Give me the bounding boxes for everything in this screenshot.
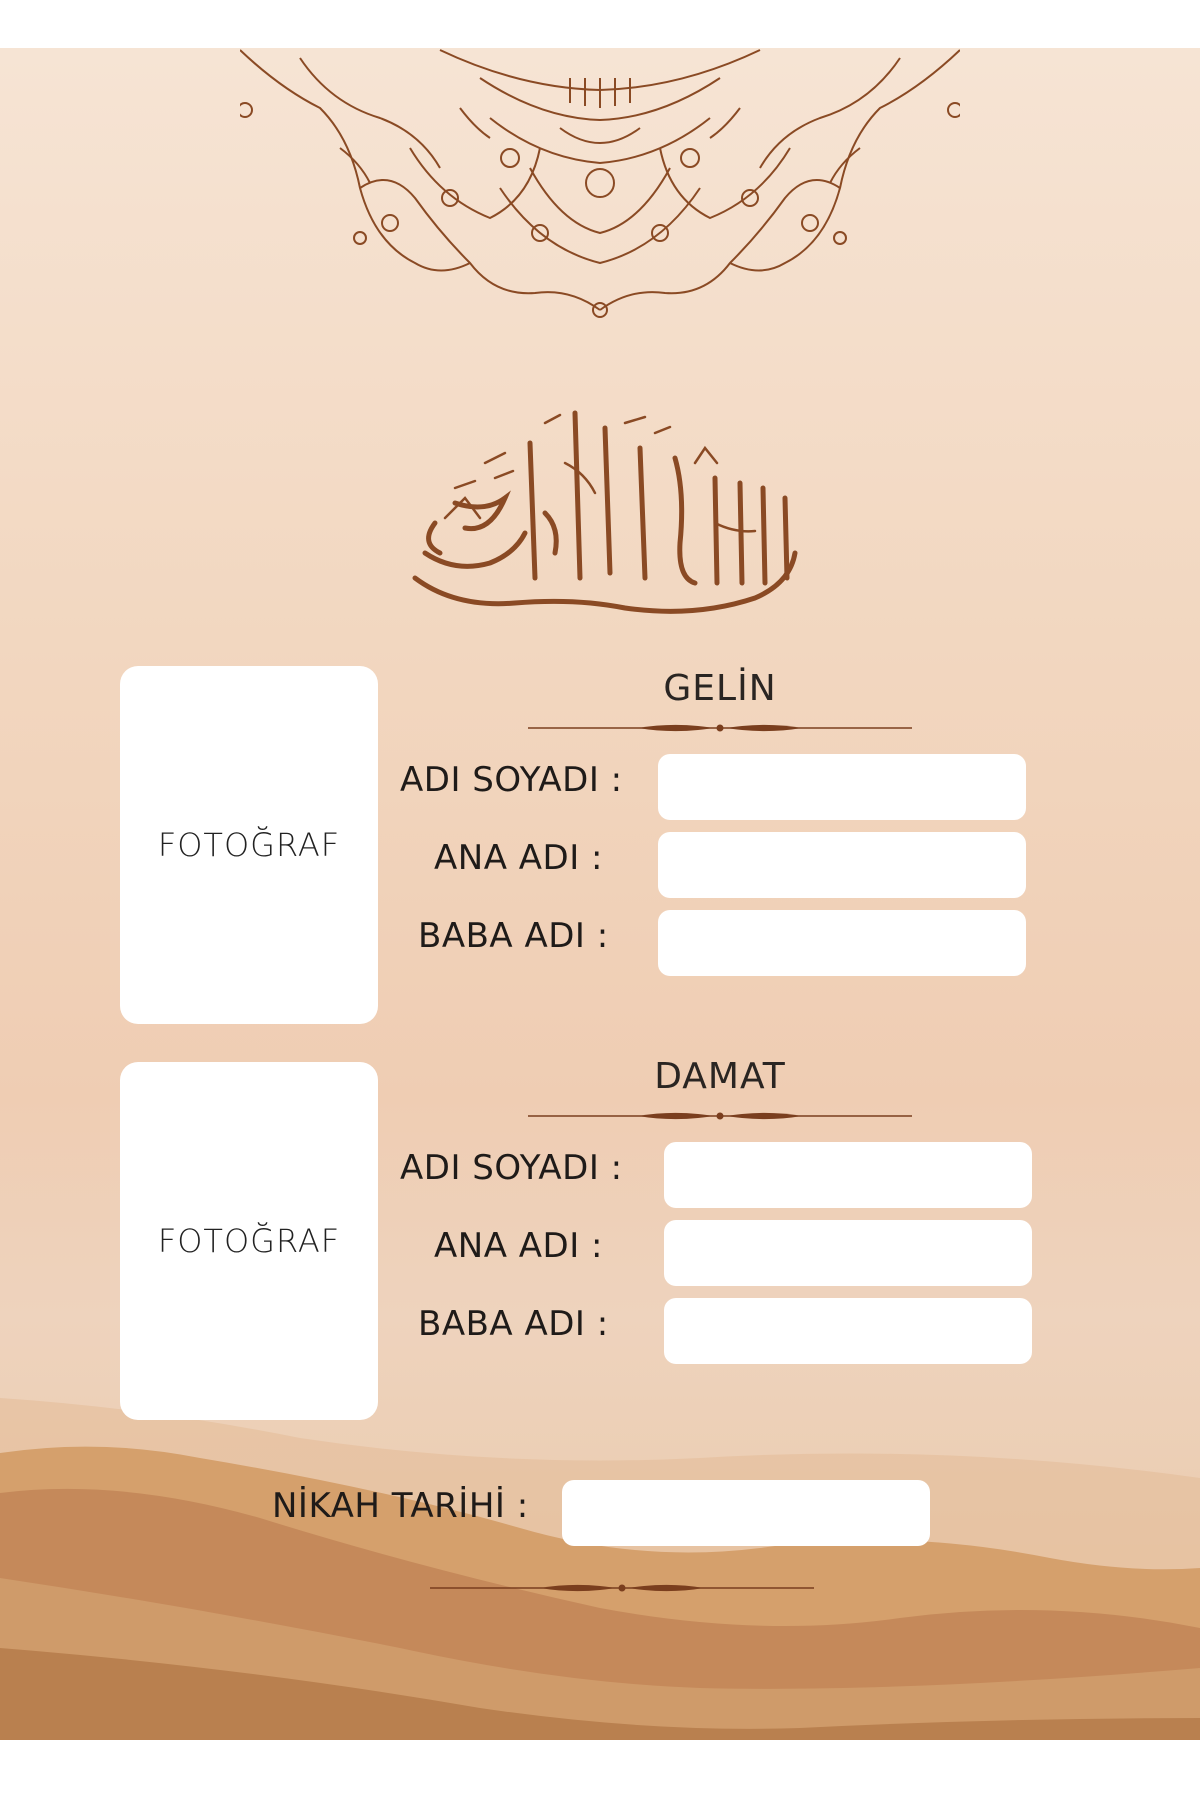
groom-name-input[interactable] (664, 1142, 1032, 1208)
bride-photo-placeholder[interactable] (120, 666, 378, 1024)
marriage-date-label: NİKAH TARİHİ : (272, 1486, 529, 1526)
bride-section-title: GELİN (663, 668, 777, 709)
desert-dunes-background (0, 1398, 1200, 1740)
certificate-card (0, 48, 1200, 1740)
bride-name-input[interactable] (658, 754, 1026, 820)
bride-father-name-input[interactable] (658, 910, 1026, 976)
marriage-date-input[interactable] (562, 1480, 930, 1546)
groom-father-name-input[interactable] (664, 1298, 1032, 1364)
bride-title-divider (528, 720, 912, 736)
groom-mother-name-label: ANA ADI : (434, 1226, 603, 1266)
bride-father-name-label: BABA ADI : (418, 916, 609, 956)
bride-name-label: ADI SOYADI : (400, 760, 623, 800)
groom-photo-label: FOTOĞRAF (157, 1222, 341, 1260)
mandala-ornament-icon (240, 48, 960, 318)
bride-photo-label: FOTOĞRAF (157, 826, 341, 864)
groom-name-label: ADI SOYADI : (400, 1148, 623, 1188)
groom-father-name-label: BABA ADI : (418, 1304, 609, 1344)
groom-section-title: DAMAT (654, 1056, 786, 1097)
groom-photo-placeholder[interactable] (120, 1062, 378, 1420)
bride-mother-name-input[interactable] (658, 832, 1026, 898)
bottom-divider (430, 1580, 814, 1596)
groom-title-divider (528, 1108, 912, 1124)
bride-mother-name-label: ANA ADI : (434, 838, 603, 878)
groom-mother-name-input[interactable] (664, 1220, 1032, 1286)
basmala-calligraphy-icon (395, 403, 815, 638)
